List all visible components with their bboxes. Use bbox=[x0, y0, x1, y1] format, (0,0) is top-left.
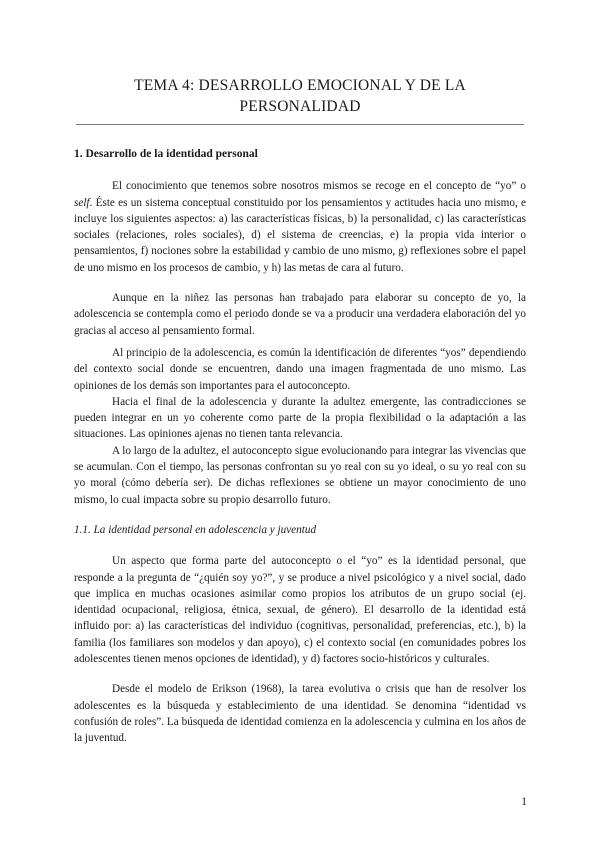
title-divider bbox=[76, 124, 524, 125]
page-title: TEMA 4: DESARROLLO EMOCIONAL Y DE LA PERSONALIDAD bbox=[134, 77, 466, 115]
paragraph-late-adolescence: Hacia el final de la adolescencia y durante la adultez emergente, las contradicciones se pueden integrar en un yo coherente como parte de la propia flexibilidad o la adaptación a las situaciones. Las opiniones ajenas no tienen tanta relevancia. bbox=[74, 395, 526, 441]
paragraph-childhood: Aunque en la niñez las personas han trabajado para elaborar su concepto de yo, la adolescencia se contempla como el periodo donde se va a producir una verdadera elaboración del yo gracias al acceso al pensamiento formal. bbox=[74, 292, 526, 337]
page-number: 1 bbox=[521, 796, 527, 808]
section-heading-identity: 1. Desarrollo de la identidad personal bbox=[74, 148, 258, 160]
paragraph-self-concept-text-a: El conocimiento que tenemos sobre nosotros mismos se recoge en el concepto de “yo” o bbox=[112, 180, 526, 193]
document-body bbox=[74, 146, 526, 747]
paragraph-self-concept bbox=[74, 178, 526, 276]
subsection-heading-youth-identity: 1.1. La identidad personal en adolescencia y juventud bbox=[74, 523, 317, 536]
paragraph-self-concept-text-b: . Éste es un sistema conceptual constituido por los pensamientos y actitudes hacia uno mismo, e incluye los siguientes aspectos: a) las características físicas, b) la personalidad, c) las características sociales (relaciones, roles sociales), d) el sistema de creencias, e) la propia vida interior o pensamientos, f) nociones sobre la estabilidad y cambio de uno mismo, g) reflexiones sobre el papel de uno mismo en los procesos de cambio, y h) las metas de cara al futuro. bbox=[74, 196, 526, 274]
self-term: self bbox=[74, 196, 90, 209]
paragraph-early-adolescence: Al principio de la adolescencia, es común la identificación de diferentes “yos” dependiendo del contexto social donde se encuentren, dando una imagen fragmentada de uno mismo. Las opiniones de los demás son importantes para el autoconcepto. bbox=[74, 346, 526, 392]
paragraph-personal-identity: Un aspecto que forma parte del autoconcepto o el “yo” es la identidad personal, que responde a la pregunta de “¿quién soy yo?”, y se produce a nivel psicológico y a nivel social, dado que implica en muchas ocasiones asimilar como propios los atributos de un grupo social (ej. identidad ocupacional, religiosa, étnica, sexual, de género). El desarrollo de la identidad está influido por: a) las características del individuo (cognitivas, personalidad, preferencias, etc.), b) la familia (los familiares son modelos y dan apoyo), c) el contexto social (en comunidades pobres los adolescentes tienen menos opciones de identidad), y d) factores socio-históricos y culturales. bbox=[74, 555, 526, 666]
paragraph-erikson: Desde el modelo de Erikson (1968), la tarea evolutiva o crisis que han de resolver los adolescentes es la búsqueda y establecimiento de una identidad. Se denomina “identidad vs confusión de roles”. La búsqueda de identidad comienza en la adolescencia y culmina en los años de la juventud. bbox=[74, 683, 526, 745]
paragraph-adulthood: A lo largo de la adultez, el autoconcepto sigue evolucionando para integrar las vivencias que se acumulan. Con el tiempo, las personas confrontan su yo real con su yo ideal, o su yo real con su yo moral (cómo debería ser). De dichas reflexiones se obtiene un mayor conocimiento de uno mismo, lo cual impacta sobre su propio desarrollo futuro. bbox=[74, 444, 526, 506]
